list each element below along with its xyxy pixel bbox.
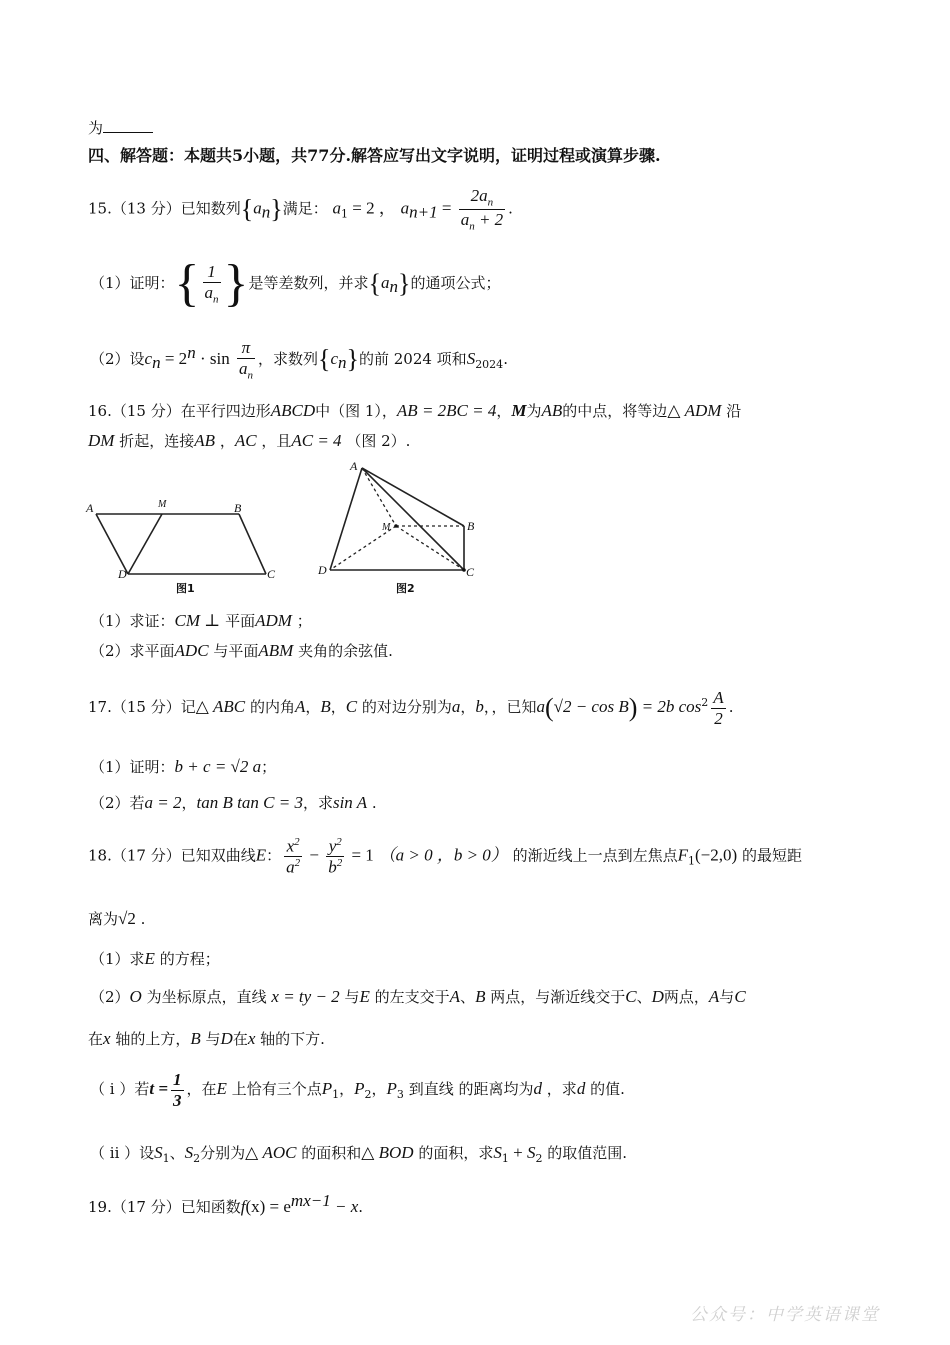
answer-blank bbox=[103, 118, 153, 133]
q16-stem-line2: DM 折起，连接AB ，AC ，且AC = 4 （图 2）. bbox=[88, 431, 411, 450]
q17-part2: （2）若a = 2，tan B tan C = 3，求sin A . bbox=[90, 793, 377, 812]
fig2-label-B: B bbox=[467, 519, 475, 533]
figure-1-parallelogram bbox=[84, 494, 284, 598]
fig2-edge-MC bbox=[396, 526, 464, 570]
fig2-caption: 图2 bbox=[396, 582, 415, 595]
q17-stem: 17.（15 分）记△ ABC 的内角A，B，C 的对边分别为a，b，，已知a(√2 − cos B) = 2b $\cos^2$ $\frac{A}{2}$ . bbox=[88, 688, 734, 728]
fig2-edge-AB bbox=[362, 468, 464, 526]
q15-stem: 15.（13 分）已知数列$\{a_n\}$满足： $a_1 = 2$ ， $a_{n+1}$ = $\frac{2a_n}{a_n + 2}$ . bbox=[88, 186, 513, 233]
previous-question-tail: 为 bbox=[88, 118, 153, 138]
q18-sub-ii: （ ii ）设$S_1$、$S_2$分别为△ AOC 的面积和△ BOD 的面积，求$S_1 + S_2$ 的取值范围. bbox=[90, 1143, 628, 1165]
q16-part1: （1）求证：CM ⊥ 平面ADM ； bbox=[90, 611, 312, 630]
fig1-label-M: M bbox=[158, 499, 167, 510]
fig1-caption: 图1 bbox=[176, 582, 195, 595]
q15-part2: （2）设$c_n = 2^n \cdot \sin$ $\frac{\pi}{a_n}$ ，求数列$\{c_n\}$的前 2024 项和$S_{2024}$. bbox=[90, 338, 508, 381]
q17-part1: （1）证明：b + c = √2 a； bbox=[90, 757, 277, 776]
fig1-label-D: D bbox=[118, 567, 127, 581]
q18-part2-line2: 在x 轴的上方，B 与D在x 轴的下方. bbox=[88, 1029, 325, 1048]
watermark: 公众号：中学英语课堂 bbox=[690, 1305, 880, 1325]
q18-part2-line1: （2）O 为坐标原点，直线 x = ty − 2 与E 的左支交于A、B 两点，与渐近线交于C、D两点，A与C bbox=[90, 987, 746, 1006]
fig2-label-C: C bbox=[466, 565, 475, 579]
q18-part1: （1）求E 的方程； bbox=[90, 949, 220, 968]
q18-stem-line2: 离为√2 . bbox=[88, 909, 146, 928]
fig1-label-A: A bbox=[86, 501, 94, 515]
q18-sub-i: （ i ）若t = $\frac{1}{3}$ ，在E 上恰有三个点$P_1$，$P_2$，$P_3$ 到直线 的距离均为d ，求d 的值. bbox=[90, 1070, 625, 1110]
fig2-label-A: A bbox=[350, 459, 358, 473]
figure-2-folded bbox=[312, 456, 482, 598]
q16-part2: （2）求平面ADC 与平面ABM 夹角的余弦值. bbox=[90, 641, 393, 660]
fig1-label-B: B bbox=[234, 501, 242, 515]
fig1-label-C: C bbox=[267, 567, 276, 581]
fig2-edge-AC bbox=[362, 468, 464, 570]
q15-part1: （1）证明：{ $\frac{1}{a_n}$ }是等差数列，并求$\{a_n\}$的通项公式； bbox=[90, 255, 501, 312]
q15-fraction: $\frac{2a_n}{a_n + 2}$ bbox=[460, 186, 504, 233]
fig2-edge-AD bbox=[330, 468, 362, 570]
fig2-label-M: M bbox=[382, 522, 391, 533]
q18-stem-line1: 18.（17 分）已知双曲线E： $\frac{x^2}{a^2}$ − $\frac{y^2}{b^2}$ = 1 （a > 0 ，b > 0） 的渐近线上一点到左焦点$F_1(-2,0)$ 的最短距 bbox=[88, 836, 802, 877]
section-heading: 四、解答题：本题共5小题，共77分.解答应写出文字说明，证明过程或演算步骤. bbox=[88, 146, 661, 165]
fig2-label-D: D bbox=[318, 563, 327, 577]
q16-stem-line1: 16.（15 分）在平行四边形ABCD中（图 1），AB = 2BC = 4，M为AB的中点，将等边△ ADM 沿 bbox=[88, 401, 742, 420]
fig1-edge-AD bbox=[96, 514, 128, 574]
q19-stem: 19.（17 分）已知函数$f(x) = e^{mx-1} - x$. bbox=[88, 1191, 364, 1216]
fig1-edge-MD bbox=[128, 514, 162, 574]
fig1-edge-BC bbox=[239, 514, 266, 574]
